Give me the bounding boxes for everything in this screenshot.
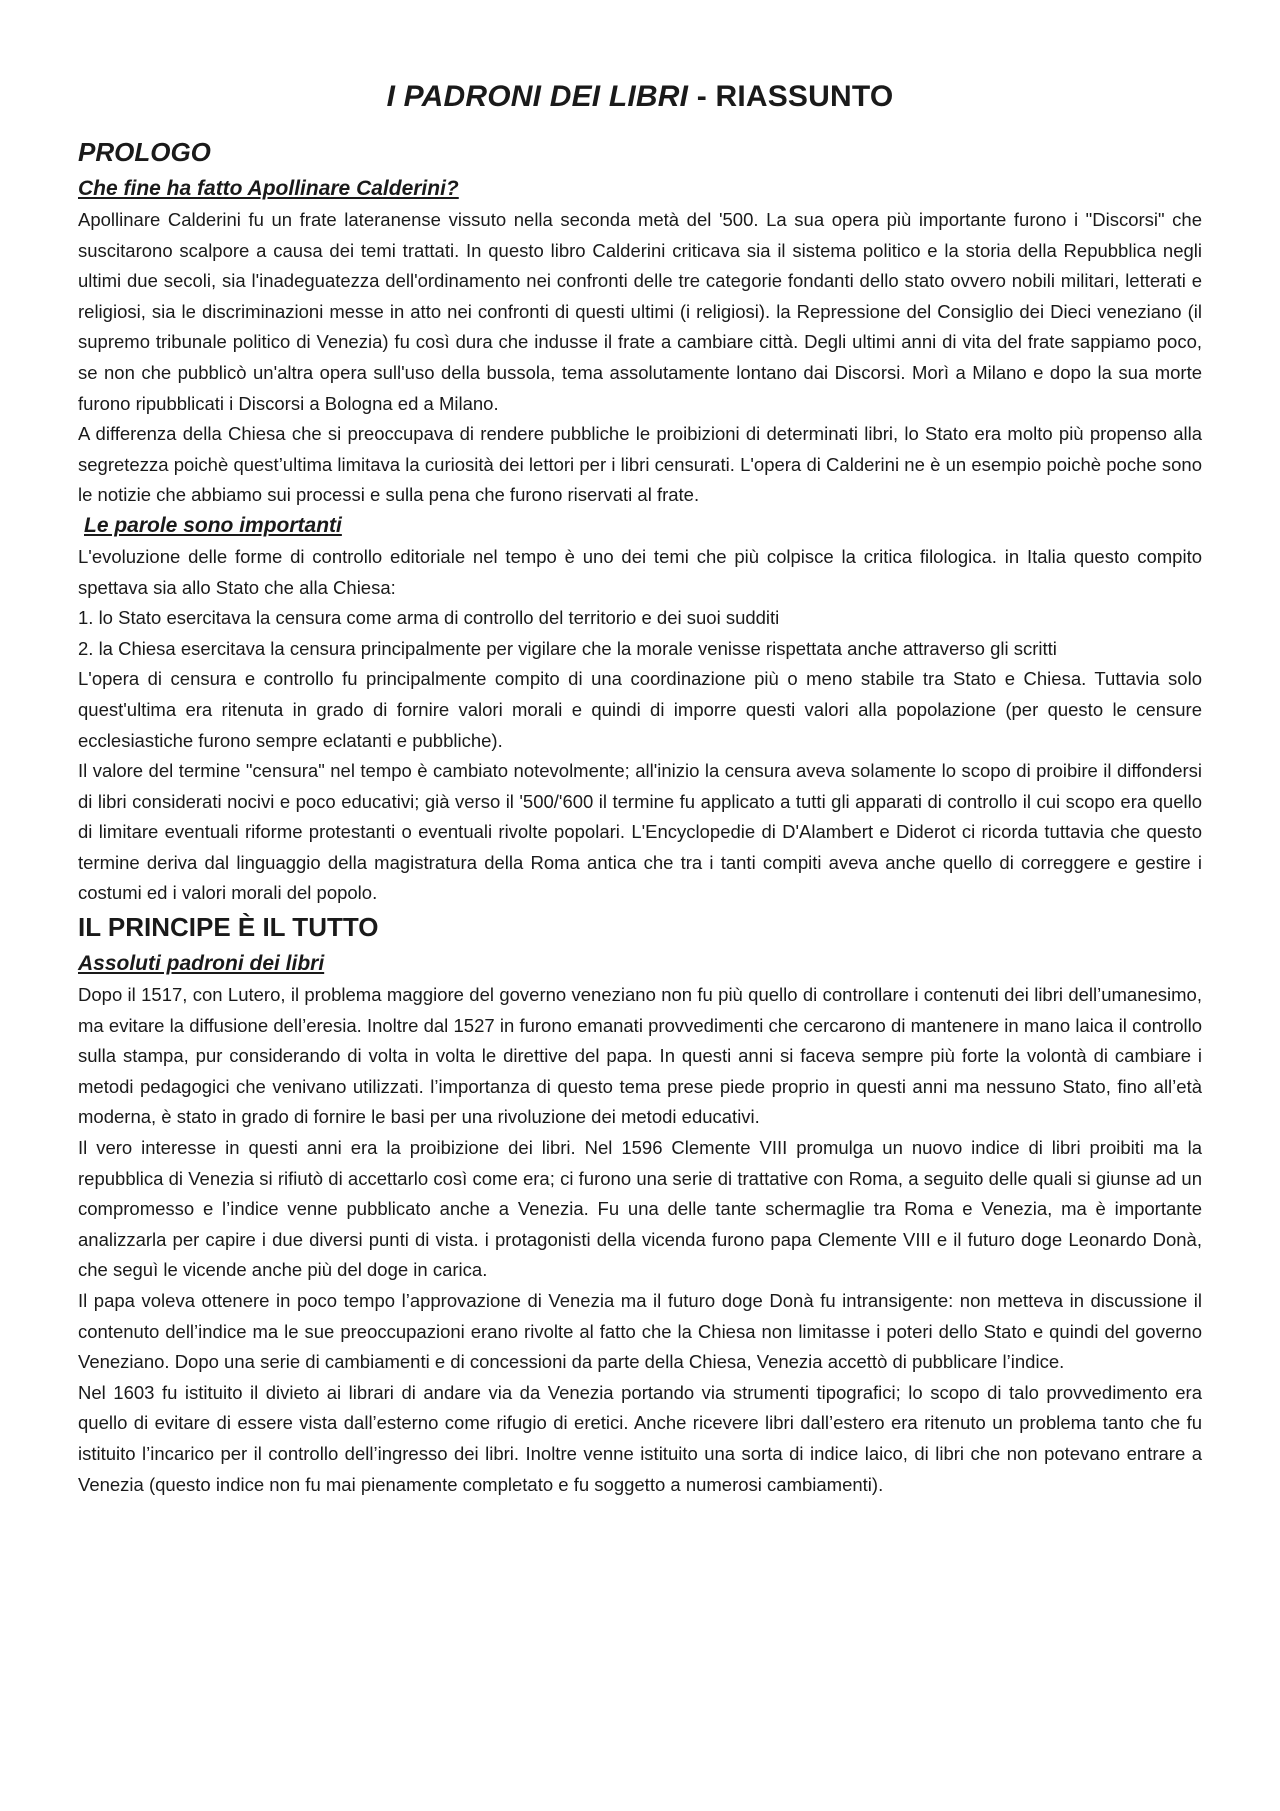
section-heading-prologo: PROLOGO xyxy=(78,137,211,167)
paragraph: Il valore del termine "censura" nel tempo è cambiato notevolmente; all'inizio la censura aveva solamente lo scopo di proibire il diffondersi di libri considerati nocivi e poco educativi; già verso il '500/'600 il termine fu applicato a tutti gli apparati di controllo il cui scopo era quello di limitare eventuali riforme protestanti o eventuali rivolte popolari. L'Encyclopedie di D'Alambert e Diderot ci ricorda tuttavia che questo termine deriva dal linguaggio della magistratura della Roma antica che tra i tanti compiti aveva anche quello di correggere e gestire i costumi ed i valori morali del popolo. xyxy=(78,760,1202,904)
paragraph: Apollinare Calderini fu un frate lateranense vissuto nella seconda metà del '500. La sua opera più importante furono i "Discorsi" che suscitarono scalpore a causa dei temi trattati. In questo libro Calderini criticava sia il sistema politico e la storia della Repubblica negli ultimi due secoli, sia l'inadeguatezza dell'ordinamento nei confronti delle tre categorie fondanti dello stato ovvero nobili militari, letterati e religiosi, sia le discriminazioni messe in atto nei confronti di questi ultimi (i religiosi). la Repressione del Consiglio dei Dieci veneziano (il supremo tribunale politico di Venezia) fu così dura che indusse il frate a cambiare città. Degli ultimi anni di vita del frate sappiamo poco, se non che pubblicò un'altra opera sull'uso della bussola, tema assolutamente lontano dai Discorsi. Morì a Milano e dopo la sua morte furono ripubblicati i Discorsi a Bologna ed a Milano. xyxy=(78,209,1202,414)
paragraph: Dopo il 1517, con Lutero, il problema maggiore del governo veneziano non fu più quello di controllare i contenuti dei libri dell’umanesimo, ma evitare la diffusione dell’eresia. Inoltre dal 1527 in furono emanati provvedimenti che cercarono di mantenere in mano laica il controllo sulla stampa, pur considerando di volta in volta le direttive del papa. In questi anni si faceva sempre più forte la volontà di cambiare i metodi pedagogici che venivano utilizzati. l’importanza di questo tema prese piede proprio in questi anni ma nessuno Stato, fino all’età moderna, è stato in grado di fornire le basi per una rivoluzione dei metodi educativi. xyxy=(78,984,1202,1128)
subsection-heading-parole: Le parole sono importanti xyxy=(84,513,342,537)
paragraph: Nel 1603 fu istituito il divieto ai librari di andare via da Venezia portando via strumenti tipografici; lo scopo di talo provvedimento era quello di evitare di essere vista dall’esterno come rifugio di eretici. Anche ricevere libri dall’estero era ritenuto un problema tanto che fu istituito l’incarico per il controllo dell’ingresso dei libri. Inoltre venne istituito una sorta di indice laico, di libri che non potevano entrare a Venezia (questo indice non fu mai pienamente completato e fu soggetto a numerosi cambiamenti). xyxy=(78,1381,1202,1495)
paragraph: L'opera di censura e controllo fu principalmente compito di una coordinazione più o meno stabile tra Stato e Chiesa. Tuttavia solo quest'ultima era ritenuta in grado di fornire valori morali e quindi di imporre questi valori alla popolazione (per questo le censure ecclesiastiche furono sempre eclatanti e pubbliche). xyxy=(78,668,1202,751)
subsection-heading-calderini: Che fine ha fatto Apollinare Calderini? xyxy=(78,177,459,200)
paragraph: Il vero interesse in questi anni era la proibizione dei libri. Nel 1596 Clemente VIII promulga un nuovo indice di libri proibiti ma la repubblica di Venezia si rifiutò di accettarlo così come era; ci furono una serie di trattative con Roma, a seguito delle quali si giunse ad un compromesso e l’indice venne pubblicato anche a Venezia. Fu una delle tante schermaglie tra Roma e Venezia, ma è importante analizzarla per capire i due diversi punti di vista. i protagonisti della vicenda furono papa Clemente VIII e il futuro doge Leonardo Donà, che seguì le vicende anche più del doge in carica. xyxy=(78,1137,1202,1281)
paragraph: L'evoluzione delle forme di controllo editoriale nel tempo è uno dei temi che più colpisce la critica filologica. in Italia questo compito spettava sia allo Stato che alla Chiesa: xyxy=(78,545,1202,598)
paragraph: Il papa voleva ottenere in poco tempo l’approvazione di Venezia ma il futuro doge Donà fu intransigente: non metteva in discussione il contenuto dell’indice ma le sue preoccupazioni erano rivolte al fatto che la Chiesa non limitasse i poteri dello Stato e quindi del governo Veneziano. Dopo una serie di cambiamenti e di concessioni da parte della Chiesa, Venezia accettò di pubblicare l’indice. xyxy=(78,1290,1202,1373)
document-title-suffix: - RIASSUNTO xyxy=(688,80,894,113)
list-item: 1. lo Stato esercitava la censura come arma di controllo del territorio e dei suoi sudditi xyxy=(78,607,780,629)
paragraph: A differenza della Chiesa che si preoccupava di rendere pubbliche le proibizioni di determinati libri, lo Stato era molto più propenso alla segretezza poichè quest’ultima limitava la curiosità dei lettori per i libri censurati. L'opera di Calderini ne è un esempio poichè poche sono le notizie che abbiamo sui processi e sulla pena che furono riservati al frate. xyxy=(78,423,1202,506)
document-title-italic: I PADRONI DEI LIBRI xyxy=(386,80,689,113)
section-heading-principe: IL PRINCIPE È IL TUTTO xyxy=(78,912,379,943)
list-item: 2. la Chiesa esercitava la censura principalmente per vigilare che la morale venisse rispettata anche attraverso gli scritti xyxy=(78,637,1057,659)
subsection-heading-assoluti: Assoluti padroni dei libri xyxy=(78,952,325,976)
document-title xyxy=(78,80,1202,114)
